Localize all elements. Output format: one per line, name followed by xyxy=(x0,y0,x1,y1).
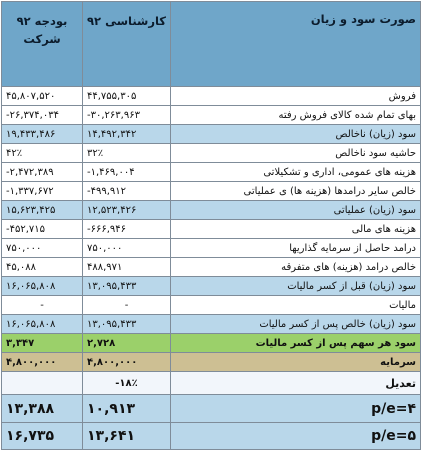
row-budget: ۴۲٪ xyxy=(2,144,83,163)
table-row xyxy=(2,201,421,220)
header-title: صورت سود و زیان xyxy=(171,2,421,87)
row-budget: -۱,۳۳۷,۶۷۲ xyxy=(2,182,83,201)
row-expert: ۱۲,۵۲۳,۴۲۶ xyxy=(83,201,171,220)
row-budget: ۳,۳۴۷ xyxy=(2,334,83,353)
row-expert: -۱,۴۶۹,۰۰۴ xyxy=(83,163,171,182)
table-row xyxy=(2,182,421,201)
row-expert: -۱۸٪ xyxy=(83,372,171,395)
row-label: حاشیه سود ناخالص xyxy=(171,144,421,163)
row-expert: ۱۰,۹۱۳ xyxy=(83,395,171,423)
header-budget: بودجه ۹۲ شرکت xyxy=(2,2,83,87)
header-row xyxy=(2,2,421,87)
table-row xyxy=(2,258,421,277)
row-budget: ۱۵,۶۲۳,۴۲۵ xyxy=(2,201,83,220)
row-label: سود (زیان) قبل از کسر مالیات xyxy=(171,277,421,296)
row-label: هزینه های عمومی، اداری و تشکیلاتی xyxy=(171,163,421,182)
row-label: سود هر سهم پس از کسر مالیات xyxy=(171,334,421,353)
row-expert: ۴,۸۰۰,۰۰۰ xyxy=(83,353,171,372)
row-label: تعدیل xyxy=(171,372,421,395)
row-label: درامد حاصل از سرمایه گذاریها xyxy=(171,239,421,258)
table-row xyxy=(2,163,421,182)
row-expert: -۴۹۹,۹۱۲ xyxy=(83,182,171,201)
header-expert: کارشناسی ۹۲ xyxy=(83,2,171,87)
row-label: بهای تمام شده کالای فروش رفته xyxy=(171,106,421,125)
row-budget: -۴۵۲,۷۱۵ xyxy=(2,220,83,239)
row-label: فروش xyxy=(171,87,421,106)
table-row xyxy=(2,106,421,125)
row-label: خالص درامد (هزینه) های متفرقه xyxy=(171,258,421,277)
row-label: خالص سایر درامدها (هزینه ها) ی عملیاتی xyxy=(171,182,421,201)
row-expert: ۳۲٪ xyxy=(83,144,171,163)
table-row xyxy=(2,296,421,315)
table-row xyxy=(2,423,421,450)
row-budget: ۱۶,۰۶۵,۸۰۸ xyxy=(2,277,83,296)
table-row xyxy=(2,315,421,334)
row-label: p/e=۴ xyxy=(171,395,421,423)
row-expert: -۶۶۶,۹۴۶ xyxy=(83,220,171,239)
row-budget: ۷۵۰,۰۰۰ xyxy=(2,239,83,258)
row-budget: ۱۳,۳۸۸ xyxy=(2,395,83,423)
row-budget: ۴۵,۰۸۸ xyxy=(2,258,83,277)
table-row xyxy=(2,220,421,239)
row-expert: ۴۴,۷۵۵,۳۰۵ xyxy=(83,87,171,106)
row-expert: ۲,۷۲۸ xyxy=(83,334,171,353)
row-expert: - xyxy=(83,296,171,315)
table-row xyxy=(2,239,421,258)
row-expert: ۱۴,۴۹۲,۳۴۲ xyxy=(83,125,171,144)
row-label: سود (زیان) عملیاتی xyxy=(171,201,421,220)
row-label: سود (زیان) ناخالص xyxy=(171,125,421,144)
table-row xyxy=(2,353,421,372)
row-budget xyxy=(2,372,83,395)
row-expert: ۱۳,۶۴۱ xyxy=(83,423,171,450)
table-row xyxy=(2,395,421,423)
row-budget: -۲۶,۳۷۴,۰۳۴ xyxy=(2,106,83,125)
row-label: مالیات xyxy=(171,296,421,315)
income-statement-table xyxy=(1,1,421,450)
table-row xyxy=(2,372,421,395)
row-budget: ۱۶,۰۶۵,۸۰۸ xyxy=(2,315,83,334)
table-row xyxy=(2,125,421,144)
table-row xyxy=(2,144,421,163)
row-label: سرمایه xyxy=(171,353,421,372)
row-budget: - xyxy=(2,296,83,315)
row-expert: ۱۳,۰۹۵,۴۳۳ xyxy=(83,277,171,296)
row-expert: ۱۳,۰۹۵,۴۳۳ xyxy=(83,315,171,334)
row-expert: ۴۸۸,۹۷۱ xyxy=(83,258,171,277)
table-row xyxy=(2,277,421,296)
table-row xyxy=(2,87,421,106)
row-budget: ۴۵,۸۰۷,۵۲۰ xyxy=(2,87,83,106)
table-row xyxy=(2,334,421,353)
row-label: سود (زیان) خالص پس از کسر مالیات xyxy=(171,315,421,334)
row-budget: -۲,۴۷۲,۳۸۹ xyxy=(2,163,83,182)
row-expert: -۳۰,۲۶۳,۹۶۳ xyxy=(83,106,171,125)
row-budget: ۴,۸۰۰,۰۰۰ xyxy=(2,353,83,372)
row-label: هزینه های مالی xyxy=(171,220,421,239)
row-expert: ۷۵۰,۰۰۰ xyxy=(83,239,171,258)
row-budget: ۱۹,۴۳۳,۴۸۶ xyxy=(2,125,83,144)
row-label: p/e=۵ xyxy=(171,423,421,450)
row-budget: ۱۶,۷۳۵ xyxy=(2,423,83,450)
